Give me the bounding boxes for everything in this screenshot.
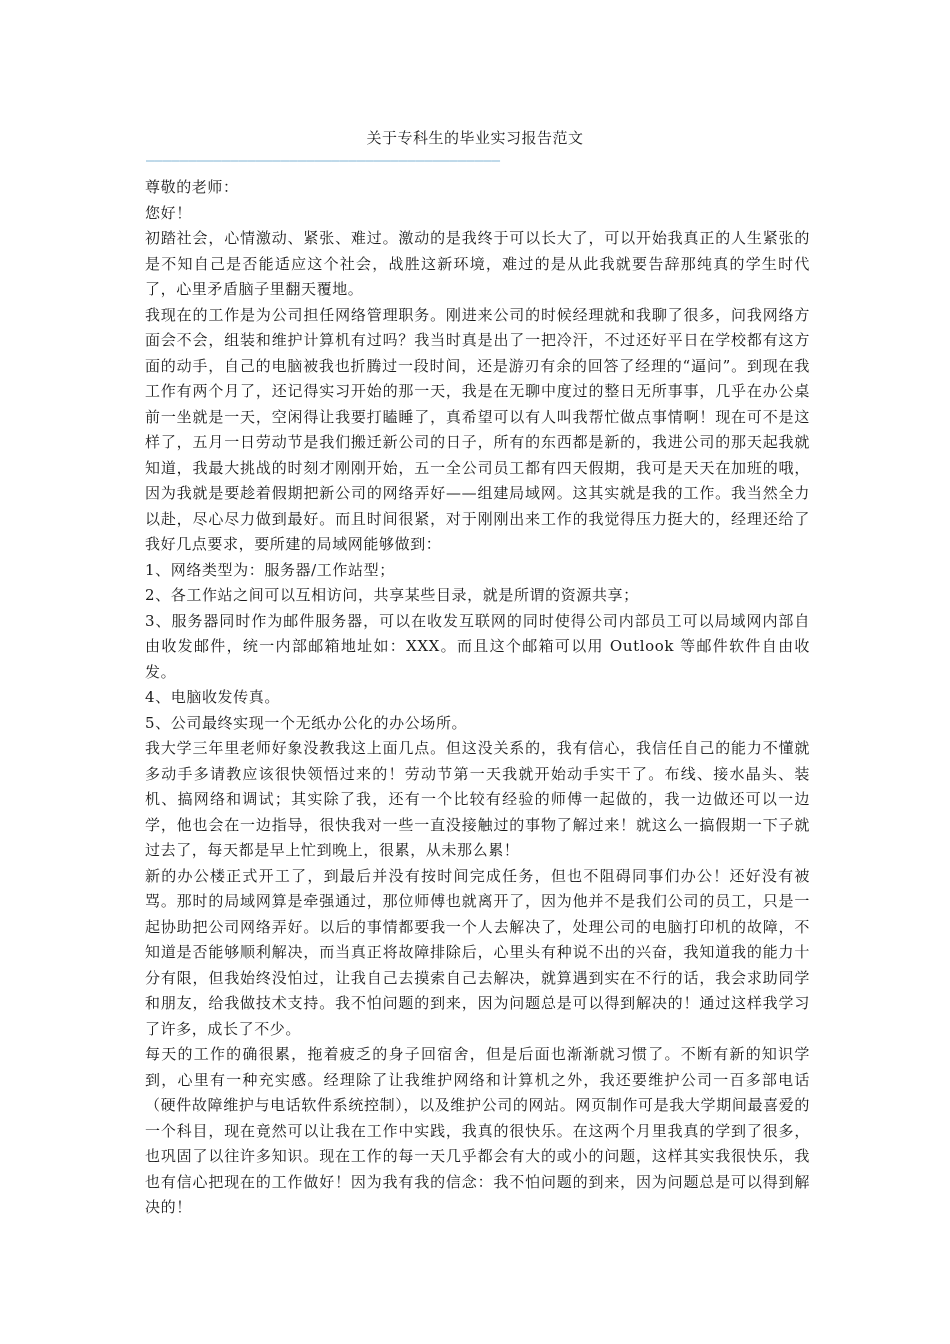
salutation: 尊敬的老师： <box>145 178 239 196</box>
paragraph-learning: 我大学三年里老师好象没教我这上面几点。但这没关系的，我有信心，我信任自己的能力不懂就多动手多请教应该很快领悟过来的！劳动节第一天我就开始动手实干了。布线、接水晶头、装机、搞网络和调试；其实除了我，还有一个比较有经验的师傅一起做的，我一边做还可以一边学，他也会在一边指导，很快我对一些一直没接触过的事物了解过来！就这么一搞假期一下子就过去了，每天都是早上忙到晚上，很累，从未那么累！ <box>145 739 810 859</box>
greeting: 您好！ <box>145 203 192 222</box>
list-item-4: 4、电脑收发传真。 <box>145 688 280 706</box>
list-item-5: 5、公司最终实现一个无纸办公化的办公场所。 <box>145 713 468 732</box>
list-item-2: 2、各工作站之间可以互相访问，共享某些目录，就是所谓的资源共享； <box>145 586 639 604</box>
title-divider: —————————————————————————————————————————— <box>146 153 501 169</box>
list-item-3: 3、服务器同时作为邮件服务器，可以在收发互联网的同时使得公司内部员工可以局域网内部自由收发邮件，统一内部邮箱地址如：XXX。而且这个邮箱可以用 Outlook 等邮件软件自由收发。 <box>145 611 810 681</box>
paragraph-intro: 初踏社会，心情激动、紧张、难过。激动的是我终于可以长大了，可以开始我真正的人生紧张的是不知自己是否能适应这个社会，战胜这新环境，难过的是从此我就要告辞那纯真的学生时代了，心里矛盾脑子里翻天覆地。 <box>145 229 810 298</box>
paragraph-office: 新的办公楼正式开工了，到最后并没有按时间完成任务，但也不阻碍同事们办公！还好没有被骂。那时的局域网算是牵强通过，那位师傅也就离开了，因为他并不是我们公司的员工，只是一起协助把公司网络弄好。以后的事情都要我一个人去解决了，处理公司的电脑打印机的故障，不知道是否能够顺利解决，而当真正将故障排除后，心里头有种说不出的兴奋，我知道我的能力十分有限，但我始终没怕过，让我自己去摸索自己去解决，就算遇到实在不行的话，我会求助同学和朋友，给我做技术支持。我不怕问题的到来，因为问题总是可以得到解决的！通过这样我学习了许多，成长了不少。 <box>145 866 810 1038</box>
paragraph-daily-work: 每天的工作的确很累，拖着疲乏的身子回宿舍，但是后面也渐渐就习惯了。不断有新的知识学到，心里有一种充实感。经理除了让我维护网络和计算机之外，我还要维护公司一百多部电话（硬件故障维护与电话软件系统控制），以及维护公司的网站。网页制作可是我大学期间最喜爱的一个科目，现在竟然可以让我在工作中实践，我真的很快乐。在这两个月里我真的学到了很多，也巩固了以往许多知识。现在工作的每一天几乎都会有大的或小的问题，这样其实我很快乐，我也有信心把现在的工作做好！因为我有我的信念：我不怕问题的到来，因为问题总是可以得到解决的！ <box>145 1045 810 1216</box>
list-item-1: 1、网络类型为：服务器/工作站型； <box>145 560 395 579</box>
paragraph-job: 我现在的工作是为公司担任网络管理职务。刚进来公司的时候经理就和我聊了很多，问我网络方面会不会，组装和维护计算机有过吗？我当时真是出了一把冷汗，不过还好平日在学校都有这方面的动手，自己的电脑被我也折腾过一段时间，还是游刃有余的回答了经理的“逼问”。到现在我工作有两个月了，还记得实习开始的那一天，我是在无聊中度过的整日无所事事，几乎在办公桌前一坐就是一天，空闲得让我要打瞌睡了，真希望可以有人叫我帮忙做点事情啊！现在可不是这样了，五月一日劳动节是我们搬迁新公司的日子，所有的东西都是新的，我进公司的那天起我就知道，我最大挑战的时刻才刚刚开始，五一全公司员工都有四天假期，我可是天天在加班的哦，因为我就是要趁着假期把新公司的网络弄好——组建局域网。这其实就是我的工作。我当然全力以赴，尽心尽力做到最好。而且时间很紧，对于刚刚出来工作的我觉得压力挺大的，经理还给了我好几点要求，要所建的局域网能够做到： <box>145 305 810 553</box>
document-body <box>145 175 810 1221</box>
document-title: 关于专科生的毕业实习报告范文 <box>366 129 584 147</box>
